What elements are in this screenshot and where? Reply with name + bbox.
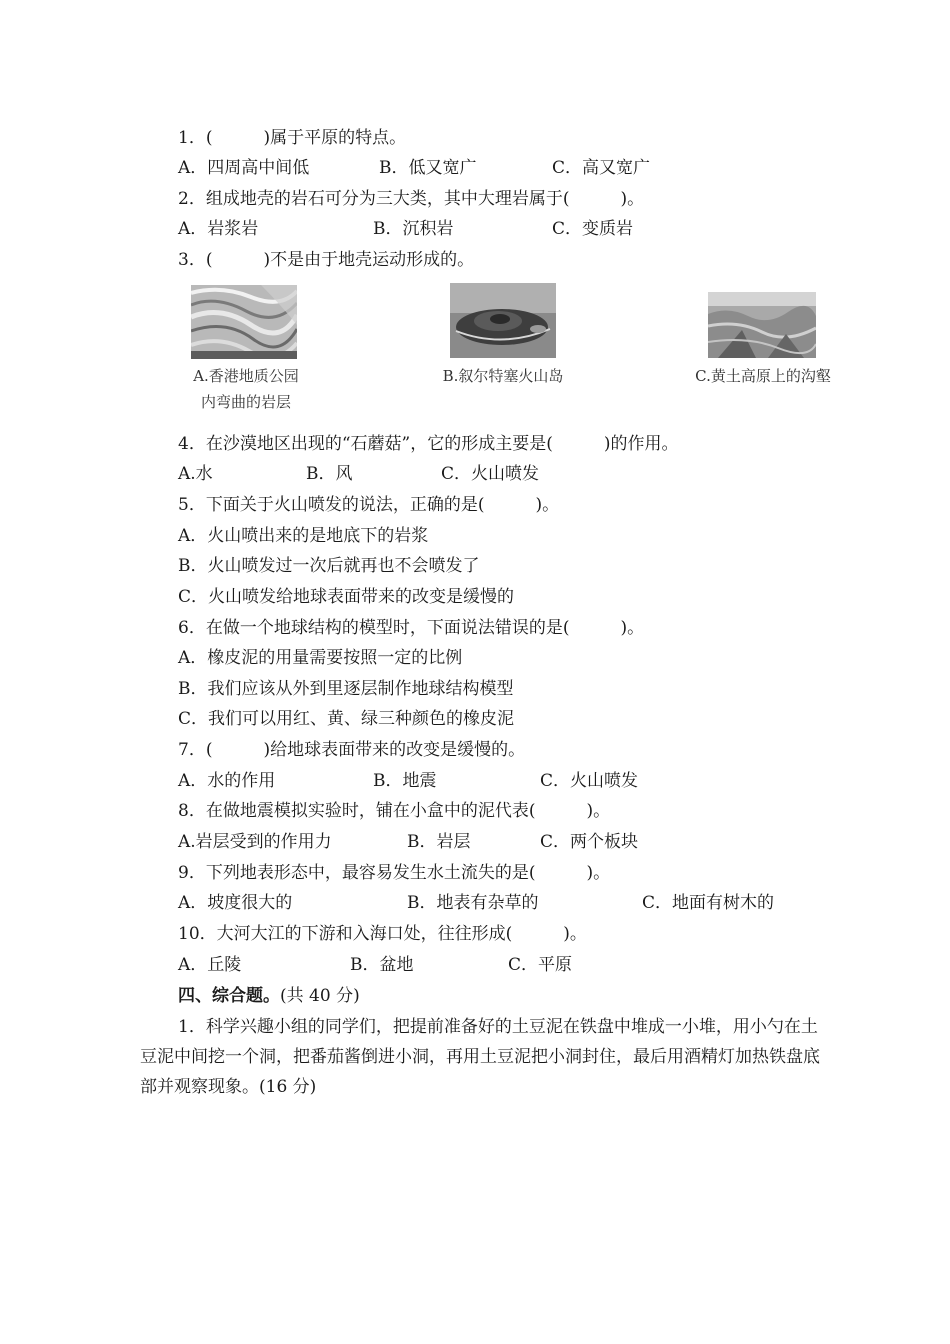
q1-option-c: C．高又宽广 [552,158,651,178]
question-5: 5．下面关于火山喷发的说法，正确的是( )。 [178,495,560,515]
figure-a-caption-line2: 内弯曲的岩层 [200,393,291,411]
question-4: 4．在沙漠地区出现的“石蘑菇”，它的形成主要是( )的作用。 [178,434,679,454]
q7-option-a: A．水的作用 [178,771,276,791]
question-1: 1．( )属于平原的特点。 [178,128,407,148]
question-6: 6．在做一个地球结构的模型时，下面说法错误的是( )。 [178,618,645,638]
q4-option-c: C．火山喷发 [441,464,540,484]
question-2: 2．组成地壳的岩石可分为三大类，其中大理岩属于( )。 [178,189,645,209]
q10-option-a: A．丘陵 [178,955,242,975]
q4-option-b: B．风 [306,464,353,484]
figure-a-caption-line1: A.香港地质公园 [193,367,299,385]
q6-option-b: B．我们应该从外到里逐层制作地球结构模型 [178,679,514,699]
q9-option-a: A．坡度很大的 [178,893,293,913]
loess-gully-photo [708,292,816,358]
q8-option-a: A.岩层受到的作用力 [178,832,332,852]
q1-option-b: B．低又宽广 [379,158,477,178]
section-4-points: (共 40 分) [280,986,360,1006]
question-9: 9．下列地表形态中，最容易发生水土流失的是( )。 [178,863,611,883]
q8-option-b: B．岩层 [407,832,471,852]
q2-option-a: A．岩浆岩 [178,219,259,239]
question-3: 3．( )不是由于地壳运动形成的。 [178,250,475,270]
q6-option-c: C．我们可以用红、黄、绿三种颜色的橡皮泥 [178,709,515,729]
q7-option-c: C．火山喷发 [540,771,639,791]
question-8: 8．在做地震模拟实验时，铺在小盒中的泥代表( )。 [178,801,611,821]
q8-option-c: C．两个板块 [540,832,639,852]
figure-c-caption: C.黄土高原上的沟壑 [695,367,831,385]
q2-option-c: C．变质岩 [552,219,634,239]
q10-option-b: B．盆地 [350,955,414,975]
figure-b-caption: B.叙尔特塞火山岛 [442,367,564,385]
folded-rock-layers-photo [191,285,297,359]
q2-option-b: B．沉积岩 [373,219,454,239]
volcanic-island-photo [450,283,556,358]
question-7: 7．( )给地球表面带来的改变是缓慢的。 [178,740,526,760]
q9-option-c: C．地面有树木的 [642,893,775,913]
q5-option-a: A．火山喷出来的是地底下的岩浆 [178,526,429,546]
q1-option-a: A．四周高中间低 [178,158,310,178]
q6-option-a: A．橡皮泥的用量需要按照一定的比例 [178,648,463,668]
section-4-question-1: 1．科学兴趣小组的同学们，把提前准备好的土豆泥在铁盘中堆成一小堆，用小勺在土豆泥中间挖一个洞，把番茄酱倒进小洞，再用土豆泥把小洞封住，最后用酒精灯加热铁盘底部并观察现象。(16 分) [140,1017,820,1097]
q4-option-a: A.水 [178,464,213,484]
q5-option-b: B．火山喷发过一次后就再也不会喷发了 [178,556,480,576]
q10-option-c: C．平原 [508,955,573,975]
section-4-heading [178,985,360,1007]
q5-option-c: C．火山喷发给地球表面带来的改变是缓慢的 [178,587,515,607]
question-10: 10．大河大江的下游和入海口处，往往形成( )。 [178,924,587,944]
q9-option-b: B．地表有杂草的 [407,893,539,913]
q7-option-b: B．地震 [373,771,437,791]
section-4-title: 四、综合题。 [178,986,280,1006]
